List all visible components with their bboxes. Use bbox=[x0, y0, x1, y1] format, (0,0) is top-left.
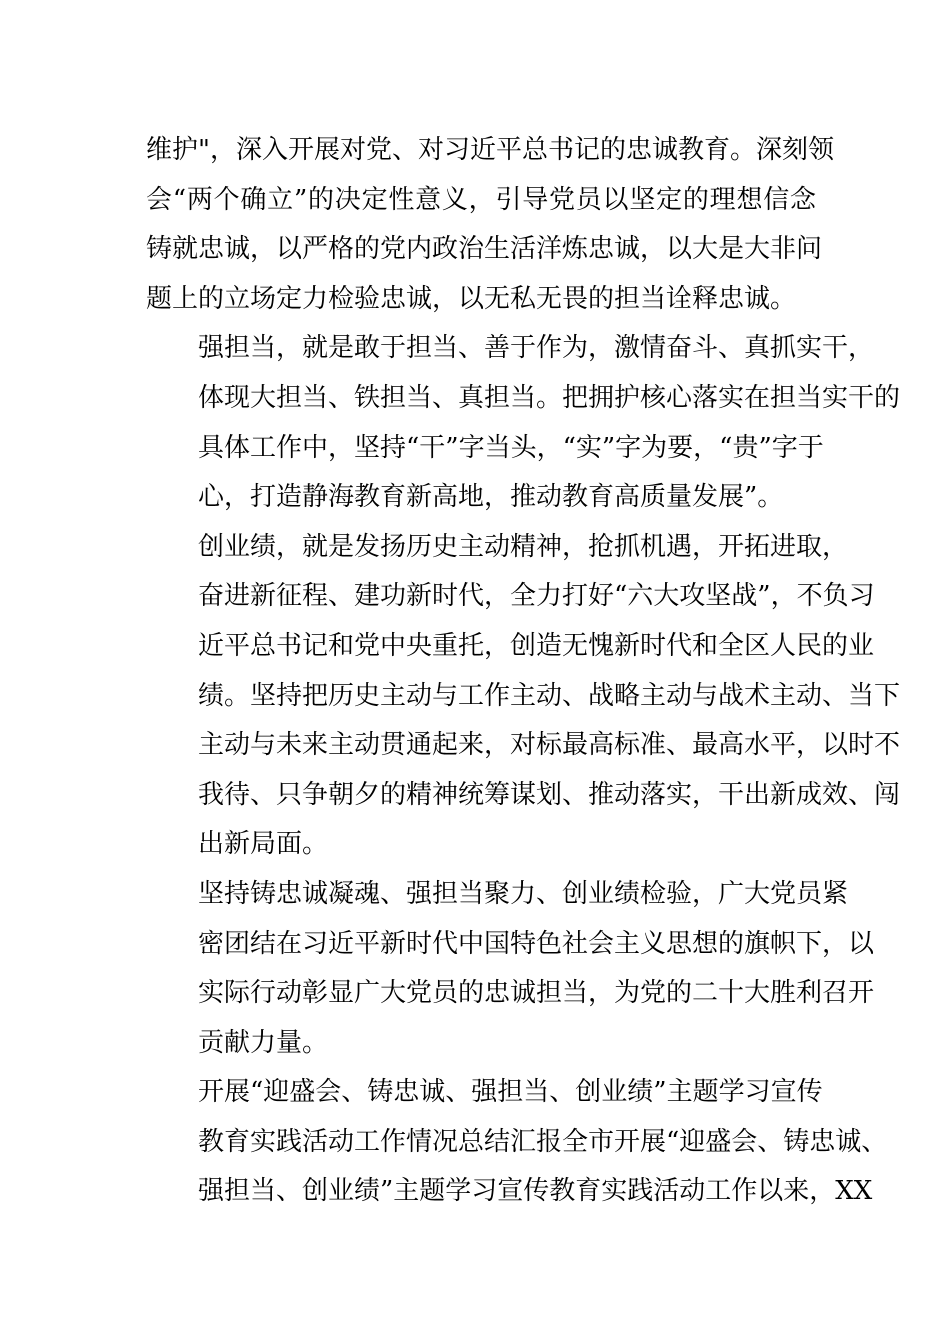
text-line: 实际行动彰显广大党员的忠诚担当，为党的二十大胜利召开 bbox=[198, 978, 875, 1009]
text-line: 贡献力量。 bbox=[198, 1027, 329, 1058]
text-line: 出新局面。 bbox=[198, 829, 329, 860]
text-line: 密团结在习近平新时代中国特色社会主义思想的旗帜下，以 bbox=[198, 928, 875, 959]
text-line: 体现大担当、铁担当、真担当。把拥护核心落实在担当实干的 bbox=[198, 382, 901, 413]
text-line: 我待、只争朝夕的精神统筹谋划、推动落实，干出新成效、闯 bbox=[198, 779, 901, 810]
text-line: 会“两个确立”的决定性意义，引导党员以坚定的理想信念 bbox=[146, 184, 816, 215]
paragraph-3 bbox=[146, 523, 901, 870]
text-line: 教育实践活动工作情况总结汇报全市开展“迎盛会、铸忠诚、 bbox=[198, 1126, 888, 1157]
paragraph-5 bbox=[146, 1068, 888, 1217]
paragraph-4 bbox=[146, 870, 875, 1068]
text-line: 具体工作中，坚持“干”字当头，“实”字为要，“贵”字于 bbox=[198, 432, 824, 463]
text-line: 坚持铸忠诚凝魂、强担当聚力、创业绩检验，广大党员紧 bbox=[198, 878, 849, 909]
text-line: 强担当，就是敢于担当、善于作为，激情奋斗、真抓实干， bbox=[198, 333, 875, 364]
document-body bbox=[146, 126, 901, 1217]
text-line: 近平总书记和党中央重托，创造无愧新时代和全区人民的业 bbox=[198, 630, 875, 661]
text-line: 铸就忠诚，以严格的党内政治生活洋炼忠诚，以大是大非问 bbox=[146, 234, 823, 265]
text-line: 强担当、创业绩”主题学习宣传教育实践活动工作以来，XX bbox=[198, 1176, 873, 1207]
text-line: 维护"，深入开展对党、对习近平总书记的忠诚教育。深刻领 bbox=[146, 135, 834, 165]
text-line: 题上的立场定力检验忠诚，以无私无畏的担当诠释忠诚。 bbox=[146, 283, 797, 314]
paragraph-2 bbox=[146, 324, 901, 522]
text-line: 开展“迎盛会、铸忠诚、强担当、创业绩”主题学习宣传 bbox=[198, 1077, 823, 1108]
paragraph-1 bbox=[146, 126, 834, 324]
text-line: 心，打造静海教育新高地，推动教育高质量发展”。 bbox=[198, 482, 784, 513]
text-line: 绩。坚持把历史主动与工作主动、战略主动与战术主动、当下 bbox=[198, 680, 901, 711]
text-line: 奋进新征程、建功新时代，全力打好“六大攻坚战”，不负习 bbox=[198, 581, 875, 612]
text-line: 创业绩，就是发扬历史主动精神，抢抓机遇，开拓进取， bbox=[198, 531, 849, 562]
text-line: 主动与未来主动贯通起来，对标最高标准、最高水平，以时不 bbox=[198, 730, 901, 761]
